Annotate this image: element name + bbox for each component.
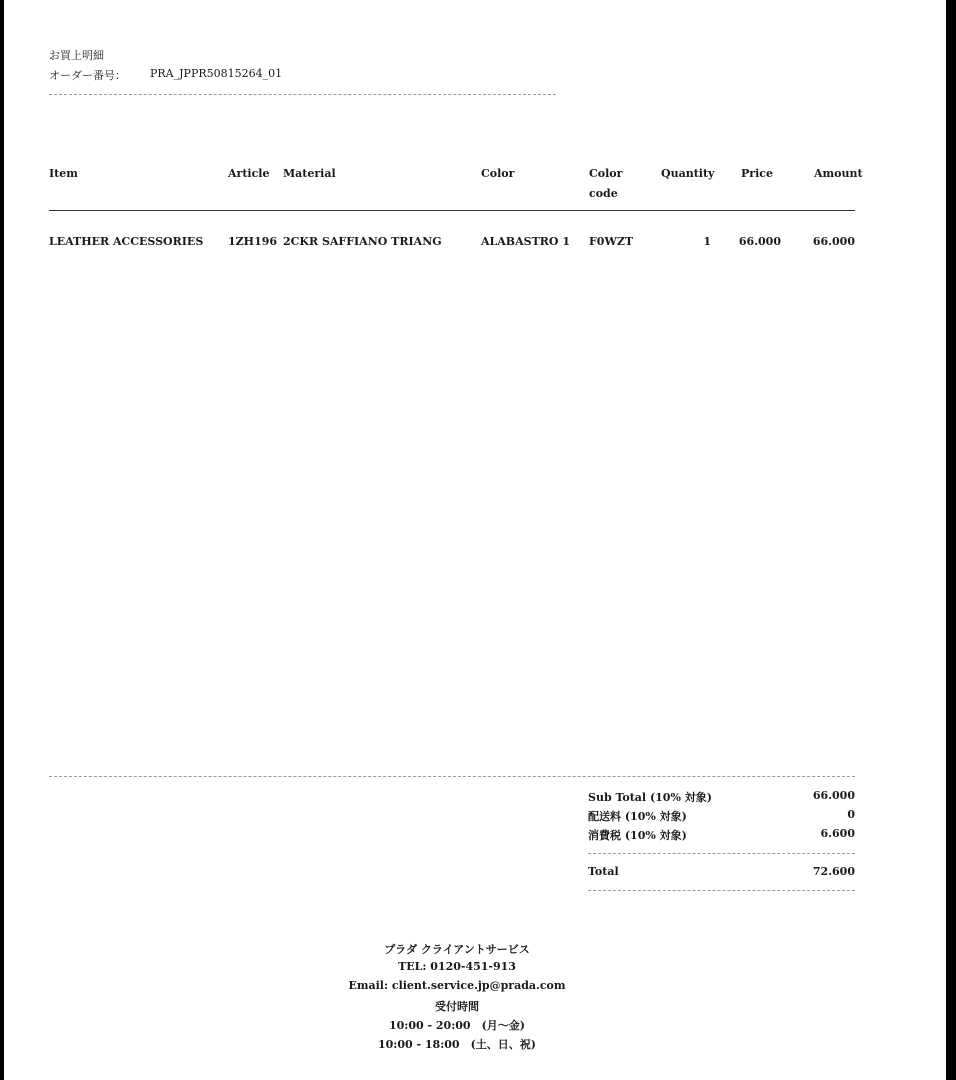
row-item: LEATHER ACCESSORIES — [49, 235, 204, 248]
col-header-color: Color — [481, 167, 515, 180]
receipt-title: お買上明細 — [49, 49, 104, 62]
order-number-value: PRA_JPPR50815264_01 — [150, 67, 283, 80]
total-value: 72.600 — [812, 865, 855, 878]
hours-label: 受付時間 — [435, 1000, 479, 1013]
row-quantity: 1 — [703, 235, 711, 248]
col-header-item: Item — [49, 167, 78, 180]
service-email: Email: client.service.jp@prada.com — [348, 979, 566, 992]
row-price: 66.000 — [738, 235, 781, 248]
shipping-label: 配送料 (10% 対象) — [588, 810, 687, 823]
col-header-article: Article — [228, 167, 270, 180]
service-tel: TEL: 0120-451-913 — [398, 960, 516, 973]
col-header-color-code-line1: Color — [589, 167, 623, 180]
service-name: プラダ クライアントサービス — [384, 943, 530, 956]
row-color: ALABASTRO 1 — [481, 235, 570, 248]
row-article: 1ZH196 — [228, 235, 278, 248]
row-amount: 66.000 — [812, 235, 855, 248]
col-header-price: Price — [741, 167, 773, 180]
col-header-amount: Amount — [814, 167, 863, 180]
subtotal-value: 66.000 — [812, 789, 855, 802]
header-divider — [49, 94, 556, 95]
total-label: Total — [588, 865, 619, 878]
col-header-material: Material — [283, 167, 336, 180]
table-bottom-divider — [49, 776, 855, 777]
tax-value: 6.600 — [820, 827, 855, 840]
row-color-code: F0WZT — [589, 235, 634, 248]
shipping-value: 0 — [847, 808, 855, 821]
col-header-quantity: Quantity — [661, 167, 715, 180]
total-divider — [588, 890, 855, 891]
tax-label: 消費税 (10% 対象) — [588, 829, 687, 842]
weekend-hours: 10:00 - 18:00 (土、日、祝) — [378, 1038, 536, 1051]
order-number-label: オーダー番号： — [49, 69, 126, 82]
receipt-page — [4, 0, 946, 1080]
table-header-divider — [49, 210, 855, 211]
col-header-color-code-line2: code — [589, 187, 618, 200]
weekday-hours: 10:00 - 20:00 (月～金) — [389, 1019, 525, 1032]
row-material: 2CKR SAFFIANO TRIANG — [283, 235, 442, 248]
subtotal-label: Sub Total (10% 対象) — [588, 791, 712, 804]
summary-divider — [588, 853, 855, 854]
col-header-color-code — [589, 164, 622, 204]
